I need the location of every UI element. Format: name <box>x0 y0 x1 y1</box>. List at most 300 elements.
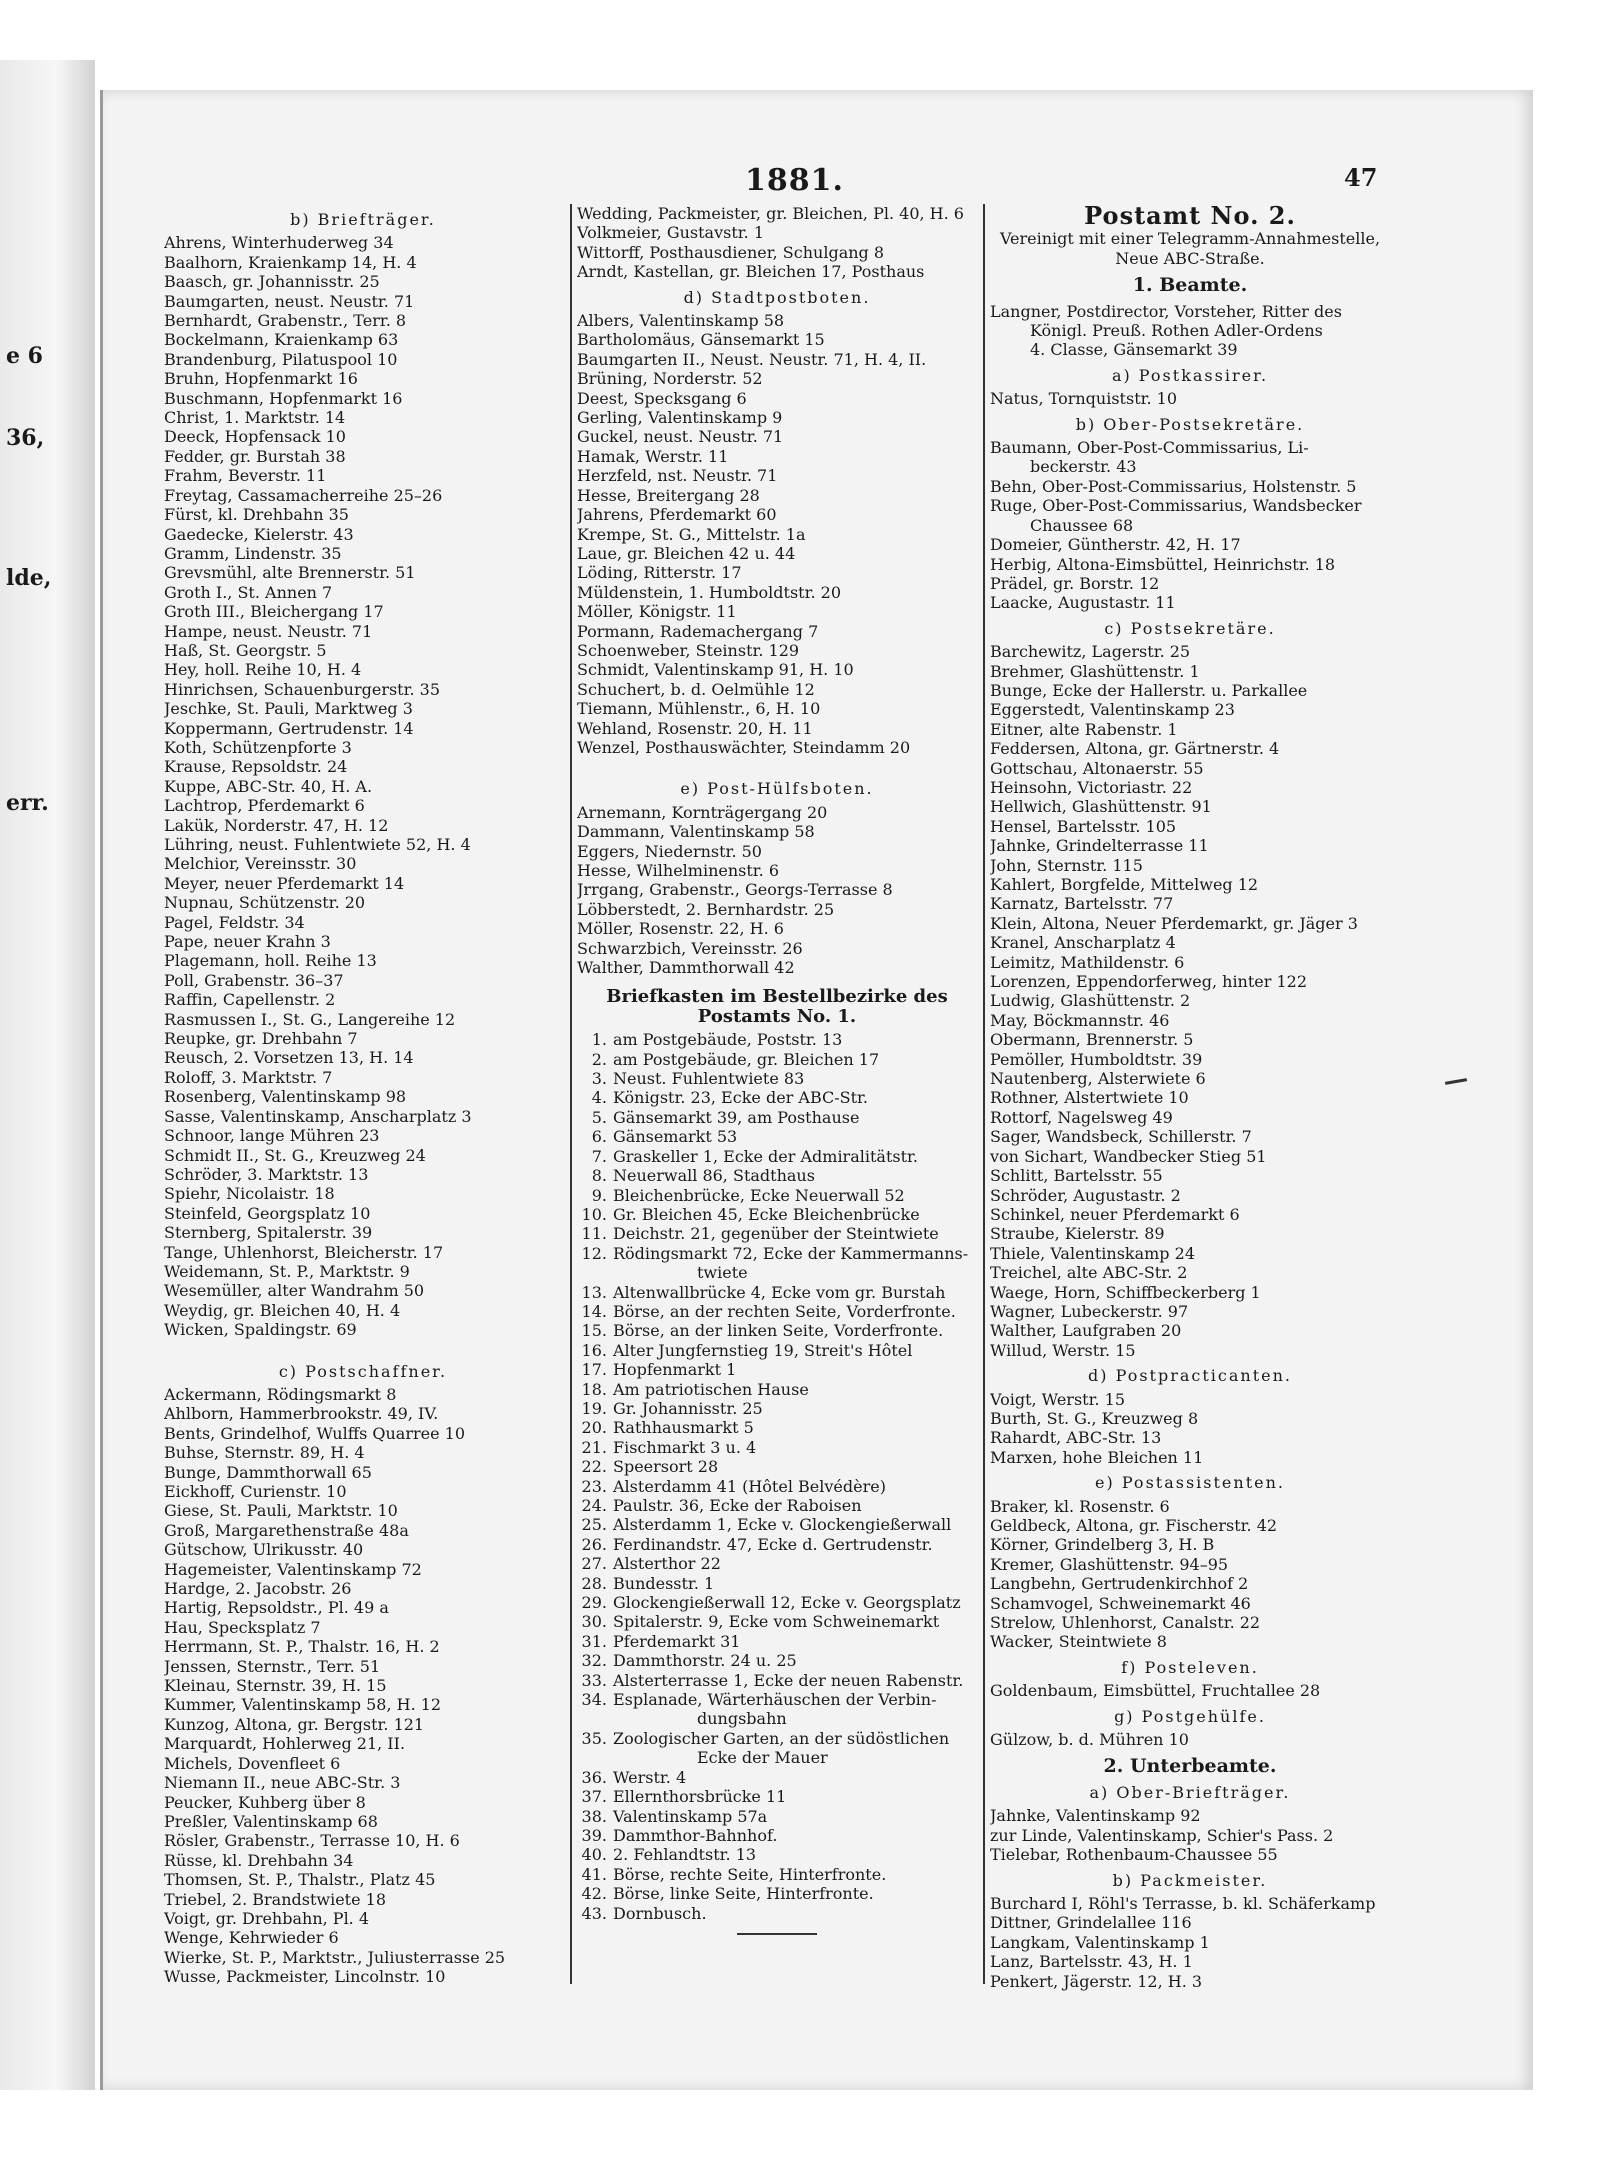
section-heading: b) Packmeister. <box>1112 1870 1268 1890</box>
section-heading: b) Ober-Postsekretäre. <box>1075 414 1305 434</box>
briefkasten-entry <box>577 1050 977 1069</box>
entry-text: Rathhausmarkt 5 <box>613 1418 754 1438</box>
list-entry: Preßler, Valentinskamp 68 <box>164 1811 378 1831</box>
entry-text: Spitalerstr. 9, Ecke vom Schweinemarkt <box>613 1612 940 1632</box>
list-entry: Karnatz, Bartelsstr. 77 <box>990 894 1174 914</box>
briefkasten-entry <box>577 1574 977 1593</box>
briefkasten-entry <box>577 1671 977 1690</box>
list-entry: Baumgarten II., Neust. Neustr. 71, H. 4, II. <box>577 349 927 369</box>
list-entry: Grevsmühl, alte Brennerstr. 51 <box>164 563 416 583</box>
list-entry: Schmidt, Valentinskamp 91, H. 10 <box>577 660 854 680</box>
briefkasten-entry <box>577 1380 977 1399</box>
list-entry: Hau, Specksplatz 7 <box>164 1617 321 1637</box>
list-entry: Ruge, Ober-Post-Commissarius, Wandsbecker <box>990 496 1362 516</box>
list-entry: Baumann, Ober-Post-Commissarius, Li- <box>990 438 1309 458</box>
section-heading: a) Postkassirer. <box>1111 365 1269 385</box>
list-entry: Arndt, Kastellan, gr. Bleichen 17, Posthaus <box>577 262 925 282</box>
postamt-title: Postamt No. 2. <box>1084 201 1296 230</box>
list-entry: Jahrens, Pferdemarkt 60 <box>577 505 777 525</box>
list-entry: Albers, Valentinskamp 58 <box>577 311 785 331</box>
entry-text: Gänsemarkt 53 <box>613 1127 738 1147</box>
entry-number: 10. <box>581 1204 607 1224</box>
briefkasten-entry <box>577 1457 977 1476</box>
list-entry: Kleinau, Sternstr. 39, H. 15 <box>164 1676 387 1696</box>
entry-number: 16. <box>581 1340 607 1360</box>
list-entry: Laacke, Augustastr. 11 <box>990 593 1176 613</box>
list-entry: Hey, holl. Reihe 10, H. 4 <box>164 660 362 680</box>
list-entry: Waege, Horn, Schiffbeckerberg 1 <box>990 1282 1261 1302</box>
list-entry: Domeier, Güntherstr. 42, H. 17 <box>990 535 1241 555</box>
entry-number: 41. <box>581 1864 607 1884</box>
entry-text: Glockengießerwall 12, Ecke v. Georgsplatz <box>613 1593 961 1613</box>
entry-text: Ferdinandstr. 47, Ecke d. Gertrudenstr. <box>613 1534 933 1554</box>
briefkasten-entry <box>577 1515 977 1534</box>
list-entry: Gerling, Valentinskamp 9 <box>577 408 783 428</box>
list-entry: Bents, Grindelhof, Wulffs Quarree 10 <box>164 1423 466 1443</box>
list-entry: Ahlborn, Hammerbrookstr. 49, IV. <box>164 1404 439 1424</box>
list-entry: Gülzow, b. d. Mühren 10 <box>990 1730 1189 1750</box>
briefkasten-entry <box>577 1477 977 1496</box>
entry-number: 33. <box>581 1670 607 1690</box>
briefkasten-entry <box>577 1845 977 1864</box>
column-2 <box>577 204 977 1935</box>
entry-number: 11. <box>581 1224 607 1244</box>
entry-number: 22. <box>581 1457 607 1477</box>
list-entry: Eitner, alte Rabenstr. 1 <box>990 719 1178 739</box>
list-entry: Volkmeier, Gustavstr. 1 <box>577 223 765 243</box>
entry-number: 1. <box>591 1030 607 1050</box>
list-entry: Strelow, Uhlenhorst, Canalstr. 22 <box>990 1613 1261 1633</box>
list-entry: Eggers, Niedernstr. 50 <box>577 841 762 861</box>
entry-number: 29. <box>581 1593 607 1613</box>
list-entry: Rüsse, kl. Drehbahn 34 <box>164 1850 354 1870</box>
list-entry: Meyer, neuer Pferdemarkt 14 <box>164 873 405 893</box>
list-entry: Gramm, Lindenstr. 35 <box>164 543 342 563</box>
posteleven-list <box>990 1681 1390 1700</box>
section-heading: e) Postassistenten. <box>1095 1473 1285 1493</box>
entry-text: Alsterterrasse 1, Ecke der neuen Rabenstr. <box>613 1670 964 1690</box>
packmeister-list <box>577 204 977 282</box>
briefkasten-entry <box>577 1787 977 1806</box>
list-entry: Ackermann, Rödingsmarkt 8 <box>164 1384 397 1404</box>
list-entry: Sager, Wandsbeck, Schillerstr. 7 <box>990 1127 1252 1147</box>
entry-text: am Postgebäude, gr. Bleichen 17 <box>613 1049 880 1069</box>
section-heading: d) Stadtpostboten. <box>683 287 871 307</box>
entry-text: Gr. Bleichen 45, Ecke Bleichenbrücke <box>613 1204 920 1224</box>
director-line: 4. Classe, Gänsemarkt 39 <box>1030 340 1238 360</box>
list-entry: Brandenburg, Pilatuspool 10 <box>164 349 398 369</box>
list-entry: Kranel, Anscharplatz 4 <box>990 933 1176 953</box>
list-entry: Nupnau, Schützenstr. 20 <box>164 893 366 913</box>
list-entry: Wacker, Steintwiete 8 <box>990 1632 1167 1652</box>
list-entry: Wagner, Lubeckerstr. 97 <box>990 1301 1189 1321</box>
list-entry: Schwarzbich, Vereinsstr. 26 <box>577 938 803 958</box>
briefkasten-entry <box>577 1632 977 1651</box>
entry-number: 14. <box>581 1301 607 1321</box>
column-3 <box>990 201 1390 1991</box>
list-entry: Schlitt, Bartelsstr. 55 <box>990 1166 1163 1186</box>
entry-number: 17. <box>581 1360 607 1380</box>
postkassirer-list <box>990 389 1390 408</box>
list-entry: Körner, Grindelberg 3, H. B <box>990 1535 1215 1555</box>
list-entry: Sasse, Valentinskamp, Anscharplatz 3 <box>164 1106 472 1126</box>
list-entry: Reusch, 2. Vorsetzen 13, H. 14 <box>164 1048 414 1068</box>
entry-number: 37. <box>581 1787 607 1807</box>
list-entry: Herzfeld, nst. Neustr. 71 <box>577 466 778 486</box>
list-entry: Sternberg, Spitalerstr. 39 <box>164 1223 373 1243</box>
list-entry: Hamak, Werstr. 11 <box>577 446 729 466</box>
ober-postsekretaere-list <box>990 438 1390 613</box>
briefkasten-entry <box>577 1768 977 1787</box>
postamt-subtitle: Neue ABC-Straße. <box>1115 248 1265 268</box>
list-entry: Burchard I, Röhl's Terrasse, b. kl. Schäferkamp <box>990 1893 1376 1913</box>
list-entry: Nautenberg, Alsterwiete 6 <box>990 1069 1206 1089</box>
entry-number: 20. <box>581 1418 607 1438</box>
entry-number: 6. <box>591 1127 607 1147</box>
list-entry: Behn, Ober-Post-Commissarius, Holstenstr. 5 <box>990 476 1357 496</box>
briefkasten-entry <box>577 1224 977 1243</box>
briefkasten-entry <box>577 1341 977 1360</box>
list-entry: Gottschau, Altonaerstr. 55 <box>990 758 1204 778</box>
entry-text: Alter Jungfernstieg 19, Streit's Hôtel <box>613 1340 913 1360</box>
list-entry: Hampe, neust. Neustr. 71 <box>164 621 373 641</box>
list-entry: Walther, Dammthorwall 42 <box>577 958 795 978</box>
entry-text: Alsterthor 22 <box>613 1554 721 1574</box>
list-entry: Christ, 1. Marktstr. 14 <box>164 408 346 428</box>
entry-text: Bleichenbrücke, Ecke Neuerwall 52 <box>613 1185 905 1205</box>
briefkasten-heading: Briefkasten im Bestellbezirke des Postamts No. 1. <box>606 986 948 1027</box>
briefkasten-entry <box>577 1651 977 1670</box>
entry-number: 7. <box>591 1146 607 1166</box>
entry-text: am Postgebäude, Poststr. 13 <box>613 1030 843 1050</box>
list-entry: Roloff, 3. Marktstr. 7 <box>164 1067 333 1087</box>
entry-text: Paulstr. 36, Ecke der Raboisen <box>613 1496 862 1515</box>
briefkasten-list <box>577 1030 977 1923</box>
entry-number: 31. <box>581 1631 607 1651</box>
entry-number: 28. <box>581 1573 607 1593</box>
list-entry: Bruhn, Hopfenmarkt 16 <box>164 369 358 389</box>
briefkasten-entry <box>577 1205 977 1224</box>
list-entry: Lakük, Norderstr. 47, H. 12 <box>164 815 389 835</box>
entry-text: Rödingsmarkt 72, Ecke der Kammermanns- <box>613 1243 969 1263</box>
list-entry: Voigt, Werstr. 15 <box>990 1389 1125 1409</box>
entry-text: Graskeller 1, Ecke der Admiralitätstr. <box>613 1146 918 1166</box>
entry-number: 19. <box>581 1398 607 1418</box>
list-entry: Willud, Werstr. 15 <box>990 1340 1136 1360</box>
list-entry: Frahm, Beverstr. 11 <box>164 466 327 486</box>
list-entry: Wittorff, Posthausdiener, Schulgang 8 <box>577 242 885 262</box>
list-entry: Fedder, gr. Burstah 38 <box>164 446 346 466</box>
list-entry: Giese, St. Pauli, Marktstr. 10 <box>164 1501 398 1521</box>
list-entry: Krempe, St. G., Mittelstr. 1a <box>577 524 806 544</box>
list-entry: Leimitz, Mathildenstr. 6 <box>990 952 1185 972</box>
postassistenten-list <box>990 1497 1390 1652</box>
entry-number: 25. <box>581 1515 607 1535</box>
list-entry: Wenge, Kehrwieder 6 <box>164 1928 339 1948</box>
list-entry: Schmidt II., St. G., Kreuzweg 24 <box>164 1145 426 1165</box>
list-entry: Treichel, alte ABC-Str. 2 <box>990 1263 1188 1283</box>
briefkasten-entry <box>577 1166 977 1185</box>
briefkasten-entry <box>577 1865 977 1884</box>
list-entry: Arnemann, Kornträgergang 20 <box>577 802 828 822</box>
entry-number: 34. <box>581 1690 607 1710</box>
entry-number: 13. <box>581 1282 607 1302</box>
briefkasten-entry <box>577 1399 977 1418</box>
section-heading: g) Postgehülfe. <box>1114 1706 1266 1726</box>
entry-text: Neust. Fuhlentwiete 83 <box>613 1069 805 1089</box>
briefkasten-entry <box>577 1438 977 1457</box>
list-entry: Weydig, gr. Bleichen 40, H. 4 <box>164 1300 401 1320</box>
post-huelfsboten-list <box>577 803 977 978</box>
list-entry: Guckel, neust. Neustr. 71 <box>577 427 784 447</box>
previous-page-fragment: err. <box>6 790 49 816</box>
list-entry: Lorenzen, Eppendorferweg, hinter 122 <box>990 972 1308 992</box>
list-entry: Schuchert, b. d. Oelmühle 12 <box>577 679 815 699</box>
list-entry: Löbberstedt, 2. Bernhardstr. 25 <box>577 899 835 919</box>
entry-text: Dammthor-Bahnhof. <box>613 1825 778 1845</box>
entry-number: 21. <box>581 1437 607 1457</box>
page-number: 47 <box>1344 163 1378 192</box>
previous-page-edge <box>0 60 95 2090</box>
ober-brieftraeger-list <box>990 1806 1390 1864</box>
list-entry: Rottorf, Nagelsweg 49 <box>990 1107 1173 1127</box>
list-entry: Poll, Grabenstr. 36–37 <box>164 970 344 990</box>
briefkasten-entry <box>577 1360 977 1379</box>
list-entry: Schnoor, lange Mühren 23 <box>164 1126 380 1146</box>
list-entry: Herbig, Altona-Eimsbüttel, Heinrichstr. 18 <box>990 554 1336 574</box>
postamt-subtitle: Vereinigt mit einer Telegramm-Annahmestelle, <box>999 229 1381 249</box>
entry-text: Börse, rechte Seite, Hinterfronte. <box>613 1864 887 1884</box>
entry-text: Alsterdamm 41 (Hôtel Belvédère) <box>613 1476 886 1496</box>
entry-text: Neuerwall 86, Stadthaus <box>613 1166 815 1186</box>
entry-text: Börse, linke Seite, Hinterfronte. <box>613 1884 874 1904</box>
previous-page-fragment: 36, <box>6 425 45 451</box>
list-entry: Baasch, gr. Johannisstr. 25 <box>164 272 380 292</box>
entry-text: Zoologischer Garten, an der südöstlichen <box>613 1728 950 1748</box>
list-entry: Kahlert, Borgfelde, Mittelweg 12 <box>990 875 1259 894</box>
entry-text: Valentinskamp 57a <box>613 1806 768 1826</box>
stadtpostboten-list <box>577 311 977 757</box>
list-entry: Groth III., Bleichergang 17 <box>164 602 384 622</box>
column-1 <box>164 204 562 1987</box>
entry-number: 15. <box>581 1321 607 1341</box>
column-divider <box>570 204 572 1984</box>
list-entry: May, Böckmannstr. 46 <box>990 1010 1170 1030</box>
briefkasten-entry <box>577 1418 977 1437</box>
entry-number: 18. <box>581 1379 607 1399</box>
list-entry: Pemöller, Humboldtstr. 39 <box>990 1049 1203 1069</box>
director-line: Langner, Postdirector, Vorsteher, Ritter des <box>990 301 1342 321</box>
list-entry: Reupke, gr. Drehbahn 7 <box>164 1029 358 1049</box>
previous-page-fragment: lde, <box>6 565 52 591</box>
list-entry: Feddersen, Altona, gr. Gärtnerstr. 4 <box>990 739 1280 759</box>
briefkasten-entry <box>577 1884 977 1903</box>
list-entry: Schinkel, neuer Pferdemarkt 6 <box>990 1204 1240 1224</box>
list-entry: Möller, Rosenstr. 22, H. 6 <box>577 919 784 939</box>
list-entry: Wierke, St. P., Marktstr., Juliusterrasse 25 <box>164 1947 506 1967</box>
section-heading: c) Postsekretäre. <box>1104 618 1276 638</box>
list-entry: Hinrichsen, Schauenburgerstr. 35 <box>164 679 441 699</box>
list-entry: Deeck, Hopfensack 10 <box>164 427 346 447</box>
entry-number: 32. <box>581 1651 607 1671</box>
list-entry: Geldbeck, Altona, gr. Fischerstr. 42 <box>990 1516 1278 1535</box>
list-entry: Weidemann, St. P., Marktstr. 9 <box>164 1261 410 1281</box>
list-entry: von Sichart, Wandbecker Stieg 51 <box>990 1146 1267 1166</box>
list-entry: Groth I., St. Annen 7 <box>164 582 333 602</box>
list-entry: Langkam, Valentinskamp 1 <box>990 1932 1210 1952</box>
list-entry: Bockelmann, Kraienkamp 63 <box>164 330 399 350</box>
briefkasten-entry <box>577 1186 977 1205</box>
list-entry: Rahardt, ABC-Str. 13 <box>990 1428 1162 1448</box>
entry-text: Altenwallbrücke 4, Ecke vom gr. Burstah <box>613 1282 946 1302</box>
director-entry <box>990 302 1390 360</box>
entry-number: 38. <box>581 1806 607 1826</box>
briefkasten-entry <box>577 1593 977 1612</box>
list-entry: Baalhorn, Kraienkamp 14, H. 4 <box>164 252 417 272</box>
list-entry: Pagel, Feldstr. 34 <box>164 912 305 932</box>
entry-number: 39. <box>581 1825 607 1845</box>
briefkasten-entry <box>577 1729 977 1748</box>
list-entry: Hartig, Repsoldstr., Pl. 49 a <box>164 1598 389 1618</box>
list-entry: Fürst, kl. Drehbahn 35 <box>164 505 349 525</box>
list-entry: Löding, Ritterstr. 17 <box>577 563 742 583</box>
list-entry: Bunge, Ecke der Hallerstr. u. Parkallee <box>990 680 1308 700</box>
briefkasten-entry <box>577 1535 977 1554</box>
list-entry: Koppermann, Gertrudenstr. 14 <box>164 718 414 738</box>
entry-text: Börse, an der rechten Seite, Vorderfronte. <box>613 1301 956 1321</box>
list-entry: Hesse, Breitergang 28 <box>577 485 760 505</box>
entry-text: Börse, an der linken Seite, Vorderfronte. <box>613 1321 944 1341</box>
entry-number: 24. <box>581 1496 607 1515</box>
list-entry: Spiehr, Nicolaistr. 18 <box>164 1184 335 1204</box>
list-entry: Steinfeld, Georgsplatz 10 <box>164 1203 371 1223</box>
list-entry: Marxen, hohe Bleichen 11 <box>990 1447 1204 1467</box>
entry-text: Königstr. 23, Ecke der ABC-Str. <box>613 1088 869 1108</box>
entry-text: 2. Fehlandtstr. 13 <box>613 1845 757 1865</box>
list-entry: Goldenbaum, Eimsbüttel, Fruchtallee 28 <box>990 1681 1321 1701</box>
list-entry: Herrmann, St. P., Thalstr. 16, H. 2 <box>164 1637 440 1657</box>
list-entry: Rösler, Grabenstr., Terrasse 10, H. 6 <box>164 1831 460 1851</box>
list-entry: Hensel, Bartelsstr. 105 <box>990 816 1177 836</box>
entry-continuation: dungsbahn <box>697 1709 787 1729</box>
entry-number: 36. <box>581 1767 607 1787</box>
list-entry: Bunge, Dammthorwall 65 <box>164 1462 372 1482</box>
list-entry: Deest, Specksgang 6 <box>577 388 747 408</box>
list-entry: Dammann, Valentinskamp 58 <box>577 822 815 842</box>
list-entry: Bernhardt, Grabenstr., Terr. 8 <box>164 311 407 331</box>
entry-text: Am patriotischen Hause <box>613 1379 809 1399</box>
briefkasten-entry <box>577 1496 977 1515</box>
page-year: 1881. <box>745 163 844 198</box>
list-entry: Buschmann, Hopfenmarkt 16 <box>164 388 403 408</box>
list-entry: Groß, Margarethenstraße 48a <box>164 1520 409 1540</box>
list-entry: Eggerstedt, Valentinskamp 23 <box>990 700 1235 720</box>
list-entry: Kunzog, Altona, gr. Bergstr. 121 <box>164 1714 425 1734</box>
list-entry: Natus, Tornquiststr. 10 <box>990 389 1178 409</box>
briefkasten-entry <box>577 1302 977 1321</box>
briefträger-list <box>164 233 562 1339</box>
entry-number: 26. <box>581 1534 607 1554</box>
list-entry: Kummer, Valentinskamp 58, H. 12 <box>164 1695 442 1715</box>
briefkasten-entry <box>577 1147 977 1166</box>
list-entry: Melchior, Vereinsstr. 30 <box>164 854 357 874</box>
list-entry: Burth, St. G., Kreuzweg 8 <box>990 1408 1199 1428</box>
entry-text: Dornbusch. <box>613 1903 707 1923</box>
entry-text: Gänsemarkt 39, am Posthause <box>613 1107 860 1127</box>
briefkasten-entry <box>577 1069 977 1088</box>
list-entry: Hagemeister, Valentinskamp 72 <box>164 1559 422 1579</box>
briefkasten-entry <box>577 1554 977 1573</box>
section-heading: 2. Unterbeamte. <box>1103 1755 1277 1778</box>
list-entry: Walther, Laufgraben 20 <box>990 1321 1182 1341</box>
entry-text: Fischmarkt 3 u. 4 <box>613 1437 757 1457</box>
list-entry: Michels, Dovenfleet 6 <box>164 1753 341 1773</box>
list-entry: Marquardt, Hohlerweg 21, II. <box>164 1734 406 1754</box>
list-entry: Freytag, Cassamacherreihe 25–26 <box>164 485 443 505</box>
list-entry: Kremer, Glashüttenstr. 94–95 <box>990 1554 1229 1574</box>
list-entry: Schröder, Augustastr. 2 <box>990 1185 1181 1205</box>
list-entry: Schoenweber, Steinstr. 129 <box>577 640 800 660</box>
entry-text: Werstr. 4 <box>613 1767 687 1787</box>
list-entry: Lanz, Bartelsstr. 43, H. 1 <box>990 1952 1193 1972</box>
list-entry: Niemann II., neue ABC-Str. 3 <box>164 1773 401 1793</box>
list-entry: Raffin, Capellenstr. 2 <box>164 990 336 1010</box>
list-entry-continuation: Chaussee 68 <box>1030 515 1134 535</box>
briefkasten-entry <box>577 1108 977 1127</box>
list-entry: Peucker, Kuhberg über 8 <box>164 1792 366 1812</box>
briefkasten-entry <box>577 1321 977 1340</box>
list-entry: Buhse, Sternstr. 89, H. 4 <box>164 1443 365 1463</box>
section-heading: 1. Beamte. <box>1132 274 1248 297</box>
entry-text: Pferdemarkt 31 <box>613 1631 741 1651</box>
list-entry: Wesemüller, alter Wandrahm 50 <box>164 1281 425 1301</box>
list-entry: Prädel, gr. Borstr. 12 <box>990 573 1160 593</box>
list-entry: Tiemann, Mühlenstr., 6, H. 10 <box>577 699 821 719</box>
column-divider <box>983 204 985 1984</box>
entry-number: 5. <box>591 1107 607 1127</box>
entry-continuation: twiete <box>697 1263 748 1283</box>
list-entry: Jenssen, Sternstr., Terr. 51 <box>164 1656 381 1676</box>
list-entry: Schröder, 3. Marktstr. 13 <box>164 1164 369 1184</box>
entry-number: 9. <box>591 1185 607 1205</box>
list-entry: Jahnke, Grindelterrasse 11 <box>990 836 1209 856</box>
list-entry: Pormann, Rademachergang 7 <box>577 621 819 641</box>
list-entry: Thiele, Valentinskamp 24 <box>990 1243 1195 1263</box>
list-entry: Triebel, 2. Brandstwiete 18 <box>164 1889 387 1909</box>
briefkasten-entry <box>577 1807 977 1826</box>
list-entry: Thomsen, St. P., Thalstr., Platz 45 <box>164 1870 436 1890</box>
list-entry-continuation: beckerstr. 43 <box>1030 457 1137 477</box>
entry-text: Deichstr. 21, gegenüber der Steintwiete <box>613 1224 939 1244</box>
list-entry: Bartholomäus, Gänsemarkt 15 <box>577 330 825 350</box>
list-entry: Rothner, Alstertwiete 10 <box>990 1088 1189 1108</box>
list-entry: Wedding, Packmeister, gr. Bleichen, Pl. 40, H. 6 <box>577 204 964 223</box>
list-entry: Haß, St. Georgstr. 5 <box>164 640 327 660</box>
previous-page-fragment: e 6 <box>6 343 43 369</box>
list-entry: Lachtrop, Pferdemarkt 6 <box>164 796 365 816</box>
entry-number: 4. <box>591 1088 607 1108</box>
list-entry: Hardge, 2. Jacobstr. 26 <box>164 1579 352 1599</box>
entry-text: Bundesstr. 1 <box>613 1573 715 1593</box>
entry-number: 42. <box>581 1884 607 1904</box>
list-entry: Koth, Schützenpforte 3 <box>164 737 352 757</box>
list-entry: Tielebar, Rothenbaum-Chaussee 55 <box>990 1845 1278 1865</box>
list-entry: Hellwich, Glashüttenstr. 91 <box>990 797 1212 817</box>
briefkasten-entry <box>577 1612 977 1631</box>
list-entry: Braker, kl. Rosenstr. 6 <box>990 1496 1170 1516</box>
list-entry: Rosenberg, Valentinskamp 98 <box>164 1087 407 1107</box>
entry-text: Esplanade, Wärterhäuschen der Verbin- <box>613 1690 937 1710</box>
